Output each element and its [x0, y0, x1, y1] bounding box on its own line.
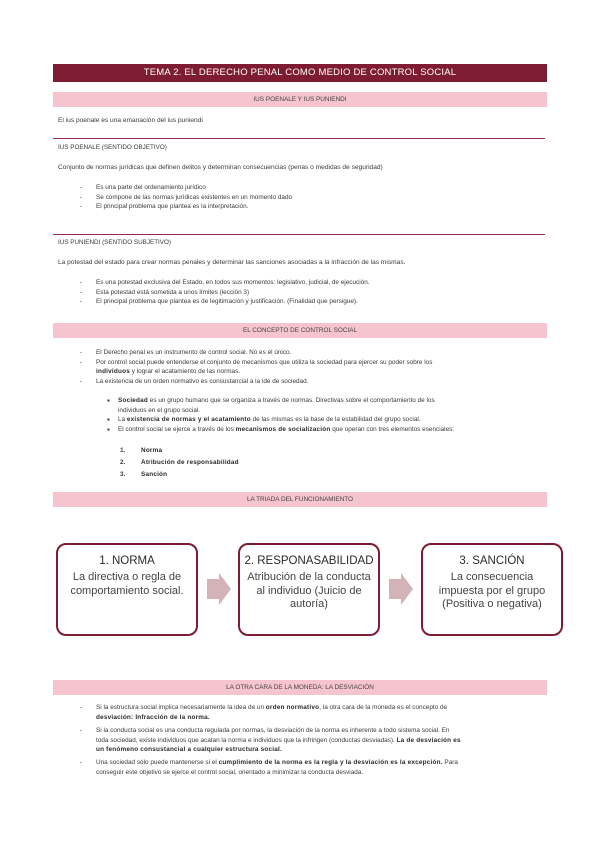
- section-header-desviacion: LA OTRA CARA DE LA MONEDA: LA DESVIACIÓN: [53, 680, 547, 695]
- desviacion-list: [80, 703, 461, 777]
- list-item: 3. Sanción: [120, 471, 168, 478]
- list-item: - Es una parte del ordenamiento jurídico: [80, 184, 206, 191]
- list-item: - Si la conducta social es una conducta regulada por normas, la desviación de la norma es inherente a todo sistema social. En: [80, 727, 450, 735]
- box-description: La consecuencia impuesta por el grupo (Positiva o negativa): [438, 571, 546, 610]
- control-social-list: [80, 348, 433, 386]
- elements-list: [120, 445, 239, 481]
- list-item: 2. Atribución de responsabilidad: [120, 459, 239, 466]
- list-item: - El Derecho penal es un instrumento de control social. No es el único.: [80, 349, 292, 356]
- list-item: desviación: Infracción de la norma.: [96, 713, 210, 721]
- list-item: - Una sociedad sólo puede mantenerse si el cumplimiento de la norma es la regla y la desviación es la excepción. Para: [80, 758, 458, 766]
- list-item: ▪ Sociedad es un grupo humano que se organiza a través de normas. Directivas sobre el comportamiento de los: [107, 396, 435, 405]
- divider: [53, 138, 545, 139]
- puniendi-list: [80, 278, 370, 307]
- list-item: ▪ El control social se ejerce a través de los mecanismos de socialización que operan con tres elementos esenciales:: [107, 424, 455, 434]
- list-item: un fenómeno consustancial a cualquier estructura social.: [96, 746, 282, 754]
- box-description: Atribución de la conducta al individuo (Juicio de autoría): [247, 571, 371, 610]
- sociedad-sublist: [107, 396, 455, 434]
- page-title: TEMA 2. EL DERECHO PENAL COMO MEDIO DE CONTROL SOCIAL: [53, 64, 547, 82]
- arrow-right-icon: [389, 573, 413, 605]
- list-item: - La existencia de un orden normativo es consustancial a la ide de sociedad.: [80, 377, 309, 385]
- section-header-ius: IUS POENALE Y IUS PUNIENDI: [53, 92, 547, 107]
- box-title: 3. SANCIÓN: [459, 555, 525, 567]
- box-title: 1. NORMA: [99, 555, 155, 567]
- norma-box: [56, 543, 198, 636]
- list-item: - Se compone de las normas jurídicas existentes en un momento dado: [80, 193, 293, 201]
- puniendi-heading: IUS PUNIENDI (SENTIDO SUBJETIVO): [58, 239, 172, 246]
- list-item: - Si la estructura social implica necesariamente la idea de un orden normativo, la otra cara de la moneda es el concepto de: [80, 704, 448, 711]
- poenale-definition: Conjunto de normas jurídicas que definen delitos y determinan consecuencias (penas o medidas de seguridad): [58, 164, 383, 171]
- list-item: - El principal problema que plantea es de legitimación y justificación. (Finalidad que persigue).: [80, 298, 358, 306]
- section-header-triada: LA TRIADA DEL FUNCIONAMIENTO: [53, 492, 547, 507]
- list-item: individuos y lograr el acatamiento de las normas.: [96, 368, 241, 376]
- section-header-control-social: EL CONCEPTO DE CONTROL SOCIAL: [53, 323, 547, 338]
- list-item: individuos en el grupo social.: [118, 406, 201, 414]
- list-item: conseguir este objetivo se ejerce el control social, orientado a minimizar la conducta desviada.: [96, 768, 364, 776]
- box-title: 2. RESPONASABILIDAD: [244, 555, 374, 567]
- sancion-box: [421, 543, 563, 636]
- responsabilidad-box: [238, 543, 380, 636]
- poenale-heading: IUS POENALE (SENTIDO OBJETIVO): [58, 144, 167, 151]
- puniendi-definition: La potestad del estado para crear normas penales y determinar las sanciones asociadas a la infracción de las mismas.: [58, 259, 406, 266]
- list-item: - Por control social puede entenderse el conjunto de mecanismos que utiliza la sociedad para ejercer su poder sobre los: [80, 358, 433, 366]
- list-item: toda sociedad, existe individuos que acatan la norma e individuos que la infringen (conductas desviadas). La de desviación es: [96, 736, 461, 744]
- arrow-right-icon: [207, 573, 231, 605]
- list-item: 1. Norma: [120, 447, 163, 454]
- poenale-list: [80, 183, 293, 212]
- divider: [53, 234, 545, 235]
- list-item: - Es una potestad exclusiva del Estado, en todos sus momentos: legislativo, judicial, de ejecución.: [80, 279, 370, 286]
- list-item: - El principal problema que plantea es la interpretación.: [80, 203, 249, 211]
- list-item: ▪ La existencia de normas y el acatamiento de las mismas es la base de la estabilidad del grupo social.: [107, 415, 421, 425]
- intro-text: El ius poenale es una emanación del ius puniendi: [58, 117, 203, 124]
- list-item: - Esta potestad está sometida a unos límites (lección 3): [80, 288, 250, 296]
- box-description: La directiva o regla de comportamiento social.: [70, 571, 184, 597]
